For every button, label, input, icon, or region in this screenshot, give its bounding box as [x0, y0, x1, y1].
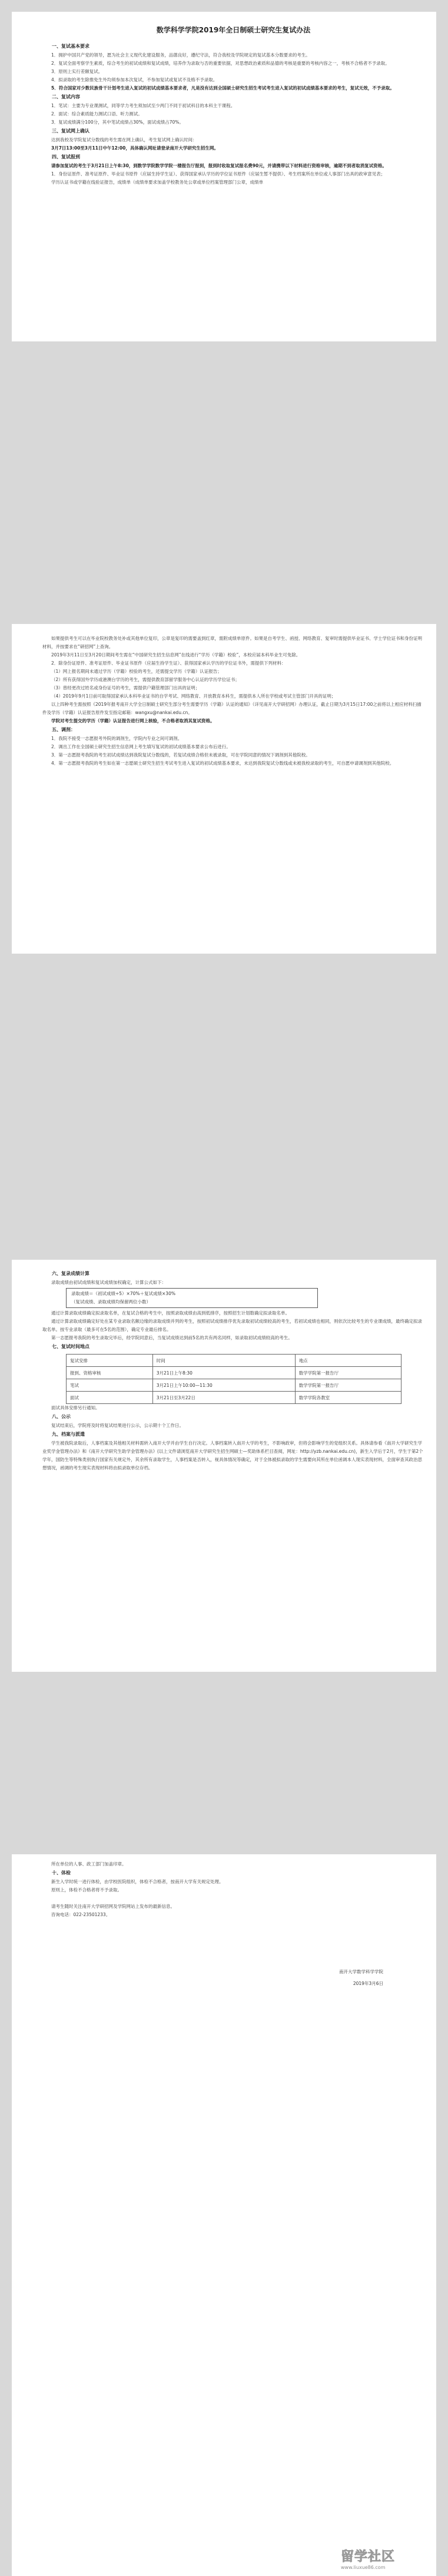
paragraph: 3．第一志愿报考我院的考生初试成绩达到我院复试分数线的，若复试成绩合格但未被录取，可在学院同意的情况下调剂到其他院校。	[51, 752, 310, 758]
paragraph: 第一志愿报考我院的考生录取完毕后，经学院同意后，当复试成绩达到前5名的共有两名同样，如录取初试成绩较高的考生。	[51, 1335, 293, 1340]
watermark-url: www.liuxue86.com	[341, 2565, 386, 2570]
signature-org: 南开大学数学科学学院	[339, 1969, 383, 1974]
document-page-4	[12, 1854, 436, 2576]
document-page-1	[12, 12, 436, 341]
paragraph: 面试具体安排另行通知。	[51, 1405, 100, 1410]
table-cell: 笔试	[67, 1379, 153, 1392]
section-5-heading: 五、调剂：	[52, 727, 75, 732]
table-row	[67, 1392, 401, 1404]
paragraph: （1）网上报名期间未通过学历（学籍）校验的考生，还需提交学历（学籍）认证报告；	[51, 669, 222, 674]
section-2-heading: 二、复试内容	[52, 94, 80, 99]
paragraph: 1．身份证原件、准考证原件、毕业证书原件（应届生持学生证）、获得国家承认学历的学位证书原件（应届生暂不提供）、考生档案所在单位或人事部门出具的政审意见表；	[51, 171, 386, 177]
paragraph-bold: 学院对考生提交的学历（学籍）认证报告进行网上核验，不合格者取消其复试资格。	[51, 718, 215, 723]
section-7-heading: 七、复试时间地点	[52, 1344, 89, 1349]
table-header-cell: 地点	[295, 1355, 401, 1367]
score-formula-box	[66, 1288, 318, 1308]
paragraph: 所在单位的人事、政工部门加盖印章。	[51, 1861, 127, 1867]
paragraph: （3）曾经更改过姓名或身份证号的考生，需提供户籍管理部门出具的证明；	[51, 685, 200, 691]
watermark-text: 留学社区	[341, 2550, 396, 2564]
schedule-table	[66, 1354, 401, 1404]
paragraph-bold: 5．符合国家对少数民族骨干计划考生进入复试的初试成绩基本要求者，凡是没有达到全国硕士研究生招生考试考生进入复试的初试成绩基本要求的考生，复试无效，不予录取。	[51, 85, 394, 91]
paragraph: 录取成绩由初试成绩和复试成绩加权确定，计算公式如下：	[51, 1280, 166, 1285]
score-formula: 录取成绩＝（初试成绩÷5）×70%＋复试成绩×30%	[71, 1291, 175, 1296]
section-1-heading: 一、复试基本要求	[52, 44, 89, 49]
paragraph: 2．面试：综合素质能力测试口语、听力测试。	[51, 111, 142, 117]
paragraph: 以上四种考生需按照《2019年报考南开大学全日制硕士研究生部分考生需要学历（学籍）认证的通知》（详见南开大学研招网）办理认证，截止日期为3月15日17:00之前将以上相应材料扫描件及学历（学籍）认证报告原件发至指定邮箱：wangxu@nankai.edu.cn。	[42, 702, 422, 715]
paragraph: 3．复试成绩满分100分，其中笔试成绩占30%，面试成绩占70%。	[51, 119, 184, 125]
section-6-heading: 六、复录成绩计算	[52, 1271, 89, 1276]
paragraph: 新生入学时统一进行体检，由学校医院组织，体检不合格者，按南开大学有关规定处理。	[51, 1879, 224, 1884]
paragraph-bold: 3月7日13:00至3月11日中午12:00，具体确认网址请登录南开大学研究生招生网。	[51, 145, 218, 151]
paragraph: 请考生随时关注南开大学研招网及学院网站上发布的最新信息。	[51, 1904, 175, 1909]
section-10-heading: 十、体检	[52, 1870, 71, 1875]
paragraph: 原则上，体检不合格者将不予录取。	[51, 1887, 122, 1893]
paragraph: 4．拟录取的考生除推免生外均须参加本次复试，不参加复试或复试不及格不予录取。	[51, 77, 218, 82]
paragraph: 达到我校及学院复试分数线的考生需在网上确认，考生复试网上确认时间：	[51, 137, 197, 142]
document-page-3	[12, 1260, 436, 1672]
paragraph: 通过计算录取成绩确定拟录取名单，在复试合格的考生中，按照录取成绩由高到低排序，按照招生计划数确定拟录取名单。	[51, 1310, 290, 1316]
table-header-row	[67, 1355, 401, 1367]
paragraph: 1．拥护中国共产党的领导，愿为社会主义现代化建设服务，品德良好，遵纪守法，符合我校及学院规定的复试基本分数要求的考生。	[51, 52, 310, 58]
paragraph: 2．复试全面考察学生素质，综合考生的初试成绩和复试成绩，培养作为录取与否的重要依据，对思想政治素质和品德的考核是重要的考核内容之一，考核不合格者不予录取。	[51, 61, 390, 66]
table-cell: 面试	[67, 1392, 153, 1404]
table-row	[67, 1367, 401, 1379]
table-cell: 3月21日上午8:30	[152, 1367, 295, 1379]
table-cell: 报到、资格审核	[67, 1367, 153, 1379]
paragraph: 4．第一志愿报考我院的考生如在第一志愿硕士研究生招生考试考生进入复试的初试成绩基本要求，未达到我院复试分数线或未被我校录取的考生，可自愿申请调剂到其他院校。	[51, 761, 394, 766]
paragraph: 学历认证书或学籍在线验证报告，成绩单（成绩单要求加盖学校教务处公章或单位档案管理部门公章，成绩单	[51, 180, 263, 185]
paragraph: 2019年3月11日至3月20日期间考生需在“中国研究生招生信息网”在线进行“学历（学籍）校验”，本校应届本科毕业生可免除。	[51, 652, 301, 658]
paragraph: 3．原则上实行差额复试。	[51, 69, 103, 74]
paragraph: 学生被我院录取后，人事档案及其他相关材料需转入南开大学并由学生自行决定。人事档案转入南开大学的考生，不影响政审，但将会影响学生的党组织关系。具体请参看《南开大学研究生学业奖学金管理办法》和《南开大学研究生助学金管理办法》(以上文件请浏览南开大学研究生招生网硕士—奖助体系栏目查阅，网址：http://yzb.nankai.edu.cn)，新生入学后于2月，学生于第2个学年，国防生等特殊类别执行国家有关规定外，其余所有录取学生，人事档案是否转入，视具体情况等确定，对于全体被拟录取的学生需要向其所在单位函调本人现实表现材料，全面审查其政治思想情况，函调的考生现实表现材料将由拟录取单位存档。	[42, 1440, 423, 1470]
section-9-heading: 九、档案与派遣	[52, 1432, 85, 1437]
paragraph: 如果提供考生可以在毕业院校教务处补或其他单位复印，公章是复印的需要盖到红章，需附成绩单原件。如果是自考学生、函授、网络教育、复审时需提供毕业证书、学士学位证书和身份证明材料，并按要求在“研招网”上查询。	[42, 636, 422, 649]
paragraph: 复试结束后，学院将及时将复试结果进行公示，公示期十个工作日。	[51, 1423, 184, 1428]
watermark-logo	[341, 2547, 429, 2571]
table-cell: 数学学院第一报告厅	[295, 1379, 401, 1392]
document-title: 数学科学学院2019年全日制硕士研究生复试办法	[156, 26, 311, 34]
table-cell: 数学学院第一报告厅	[295, 1367, 401, 1379]
paragraph: 通过计算录取成绩确定好处在某专业录取名额边缘的录取成绩并列的考生，按照初试成绩排序优先录取初试成绩较高的考生，若初试成绩也相同，则依次比较考生的专业课成绩，最终确定拟录取名单。按专业录取（最多可在5名的范围），确定专业最后排名。	[42, 1319, 422, 1332]
table-row	[67, 1379, 401, 1392]
table-cell: 数学学院各教室	[295, 1392, 401, 1404]
paragraph: 2．调出工作在全国硕士研究生招生信息网上考生填写复试的初试成绩基本要求公布后进行。	[51, 744, 231, 749]
section-4-heading: 四、复试报到	[52, 154, 80, 160]
section-3-heading: 三、复试网上确认	[52, 128, 89, 134]
paragraph: （4）2019年9月1日前可取得国家承认本科毕业证书的自学考试、网络教育、开放教育本科生，需提供本人所在学校或考试主管部门开具的证明；	[51, 693, 336, 699]
table-cell: 3月21日至3月22日	[152, 1392, 295, 1404]
paragraph: 1．我院不接受一志愿报考外院的调剂生，学院内专业之间可调剂。	[51, 736, 182, 741]
paragraph-bold: 请参加复试的考生于3月21日上午8:30，到数学学院数学学院一楼报告厅报到，报到时收取复试报名费90元，并请携带以下材料进行资格审核，逾期不到者取消复试资格。	[51, 163, 387, 168]
table-header-cell: 时间	[152, 1355, 295, 1367]
section-8-heading: 八、公示	[52, 1414, 71, 1419]
signature-date: 2019年3月6日	[353, 1981, 383, 1986]
table-header-cell: 复试安排	[67, 1355, 153, 1367]
paragraph: 咨询电话：022-23501233。	[51, 1912, 111, 1917]
paragraph: 1．笔试：主要为专业课测试，同等学力考生须加试至少两门不同于初试科目的本科主干课程。	[51, 103, 235, 108]
score-formula-note: （复试成绩、录取成绩均保留两位小数）	[71, 1299, 151, 1304]
paragraph: （2）所有获得国外学历或港澳台学历的考生，需提供教育部留学服务中心认证的学历学位证书；	[51, 677, 240, 682]
document-page-2	[12, 624, 436, 954]
table-cell: 3月21日上午10:00—11:30	[152, 1379, 295, 1392]
paragraph: 2．除身份证原件、准考证原件、毕业证书原件（应届生持学生证）、获得国家承认学历的学位证书外，需提供下列材料：	[51, 660, 286, 666]
